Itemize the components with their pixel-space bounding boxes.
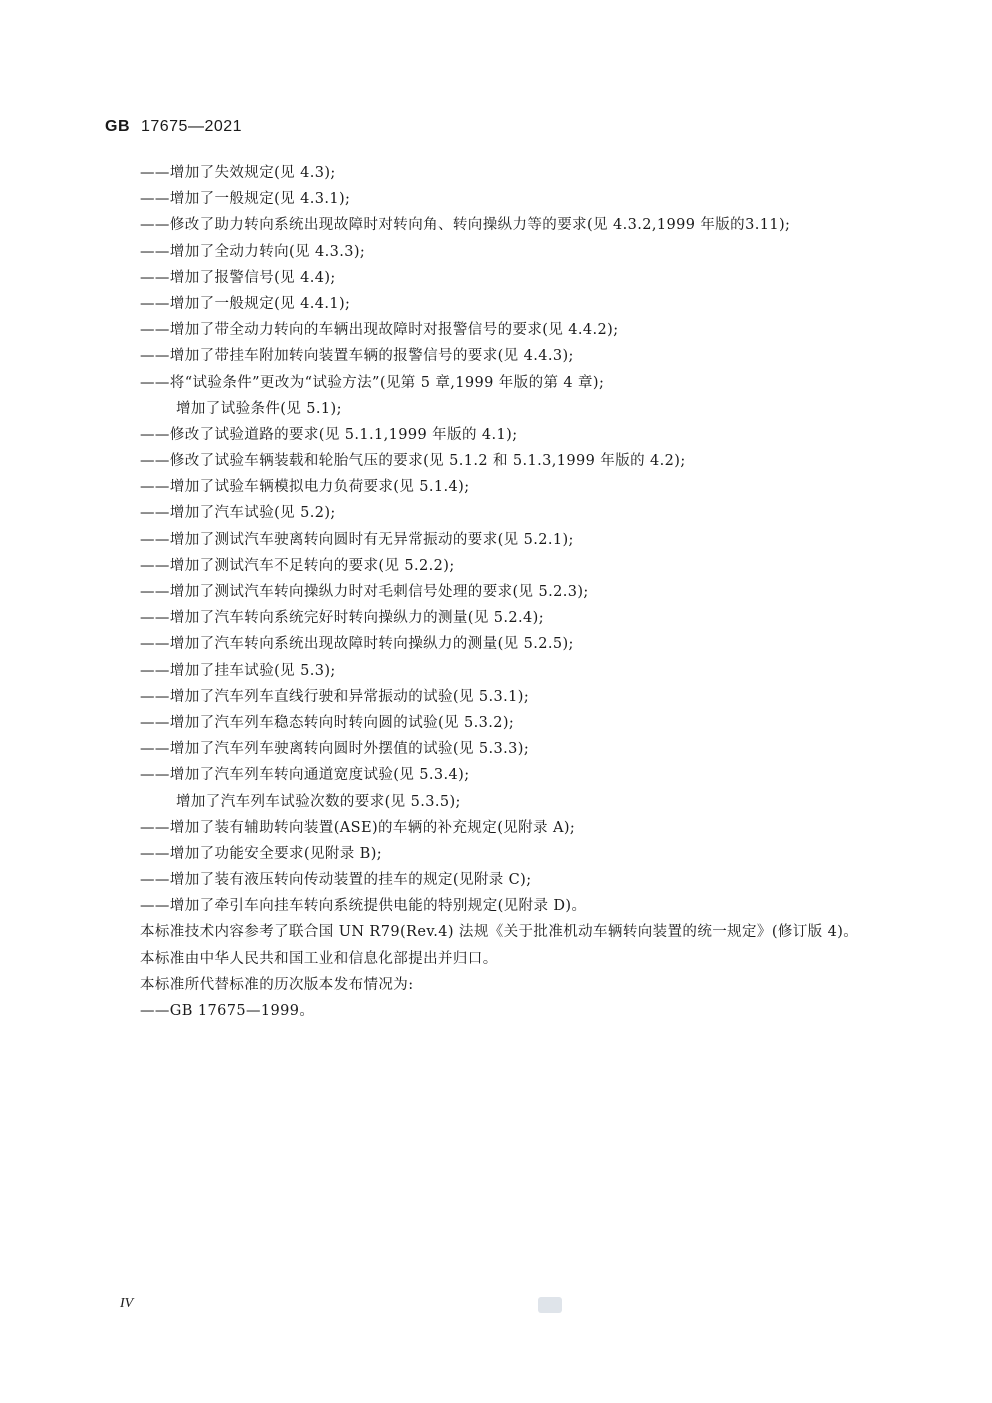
standard-number: 17675—2021 [140, 118, 243, 135]
history-paragraph: 本标准所代替标准的历次版本发布情况为: [140, 976, 414, 993]
list-item: ——增加了汽车试验(见 5.2); [140, 505, 336, 522]
list-item: ——增加了汽车列车转向通道宽度试验(见 5.3.4); [140, 767, 470, 784]
list-item: ——增加了失效规定(见 4.3); [140, 165, 336, 181]
page-number: IV [120, 1296, 134, 1311]
list-item: 增加了试验条件(见 5.1); [176, 400, 342, 417]
list-item: ——增加了功能安全要求(见附录 B); [140, 845, 383, 862]
list-item: ——增加了装有液压转向传动装置的挂车的规定(见附录 C); [140, 872, 532, 889]
list-item: ——增加了挂车试验(见 5.3); [140, 662, 336, 679]
list-item: ——增加了汽车转向系统完好时转向操纵力的测量(见 5.2.4); [140, 610, 545, 627]
list-item: ——修改了试验车辆装载和轮胎气压的要求(见 5.1.2 和 5.1.3,1999 年版的 4.2); [140, 453, 686, 470]
list-item: ——增加了一般规定(见 4.3.1); [140, 191, 351, 208]
history-item: ——GB 17675—1999。 [140, 1003, 315, 1020]
list-item: ——增加了装有辅助转向装置(ASE)的车辆的补充规定(见附录 A); [140, 819, 576, 836]
list-item: ——增加了汽车转向系统出现故障时转向操纵力的测量(见 5.2.5); [140, 636, 574, 653]
standard-prefix: GB [105, 118, 130, 135]
sac-logo [538, 1297, 562, 1313]
list-item: ——增加了报警信号(见 4.4); [140, 269, 336, 286]
list-item: ——将“试验条件”更改为“试验方法”(见第 5 章,1999 年版的第 4 章); [140, 374, 605, 391]
standard-header [105, 118, 242, 136]
reference-paragraph: 本标准技术内容参考了联合国 UN R79(Rev.4) 法规《关于批准机动车辆转向装置的统一规定》(修订版 4)。 [140, 924, 859, 941]
document-body [140, 160, 885, 1024]
list-item: ——增加了汽车列车直线行驶和异常振动的试验(见 5.3.1); [140, 688, 530, 705]
list-item: ——增加了试验车辆模拟电力负荷要求(见 5.1.4); [140, 479, 470, 496]
list-item: ——增加了全动力转向(见 4.3.3); [140, 243, 366, 260]
list-item: ——增加了牵引车向挂车转向系统提供电能的特别规定(见附录 D)。 [140, 898, 587, 915]
list-item: ——修改了试验道路的要求(见 5.1.1,1999 年版的 4.1); [140, 426, 518, 443]
list-item: ——增加了带全动力转向的车辆出现故障时对报警信号的要求(见 4.4.2); [140, 322, 619, 339]
list-item: ——增加了汽车列车驶离转向圆时外摆值的试验(见 5.3.3); [140, 741, 530, 758]
list-item: ——增加了测试汽车不足转向的要求(见 5.2.2); [140, 557, 455, 574]
list-item: ——修改了助力转向系统出现故障时对转向角、转向操纵力等的要求(见 4.3.2,1999 年版的3.11); [140, 217, 791, 234]
list-item: ——增加了一般规定(见 4.4.1); [140, 295, 351, 312]
list-item: ——增加了带挂车附加转向装置车辆的报警信号的要求(见 4.4.3); [140, 348, 574, 365]
list-item: 增加了汽车列车试验次数的要求(见 5.3.5); [176, 793, 461, 810]
change-list [140, 160, 885, 919]
list-item: ——增加了测试汽车转向操纵力时对毛刺信号处理的要求(见 5.2.3); [140, 584, 589, 600]
list-item: ——增加了汽车列车稳态转向时转向圆的试验(见 5.3.2); [140, 714, 515, 731]
proposal-paragraph: 本标准由中华人民共和国工业和信息化部提出并归口。 [140, 950, 498, 967]
list-item: ——增加了测试汽车驶离转向圆时有无异常振动的要求(见 5.2.1); [140, 531, 574, 548]
